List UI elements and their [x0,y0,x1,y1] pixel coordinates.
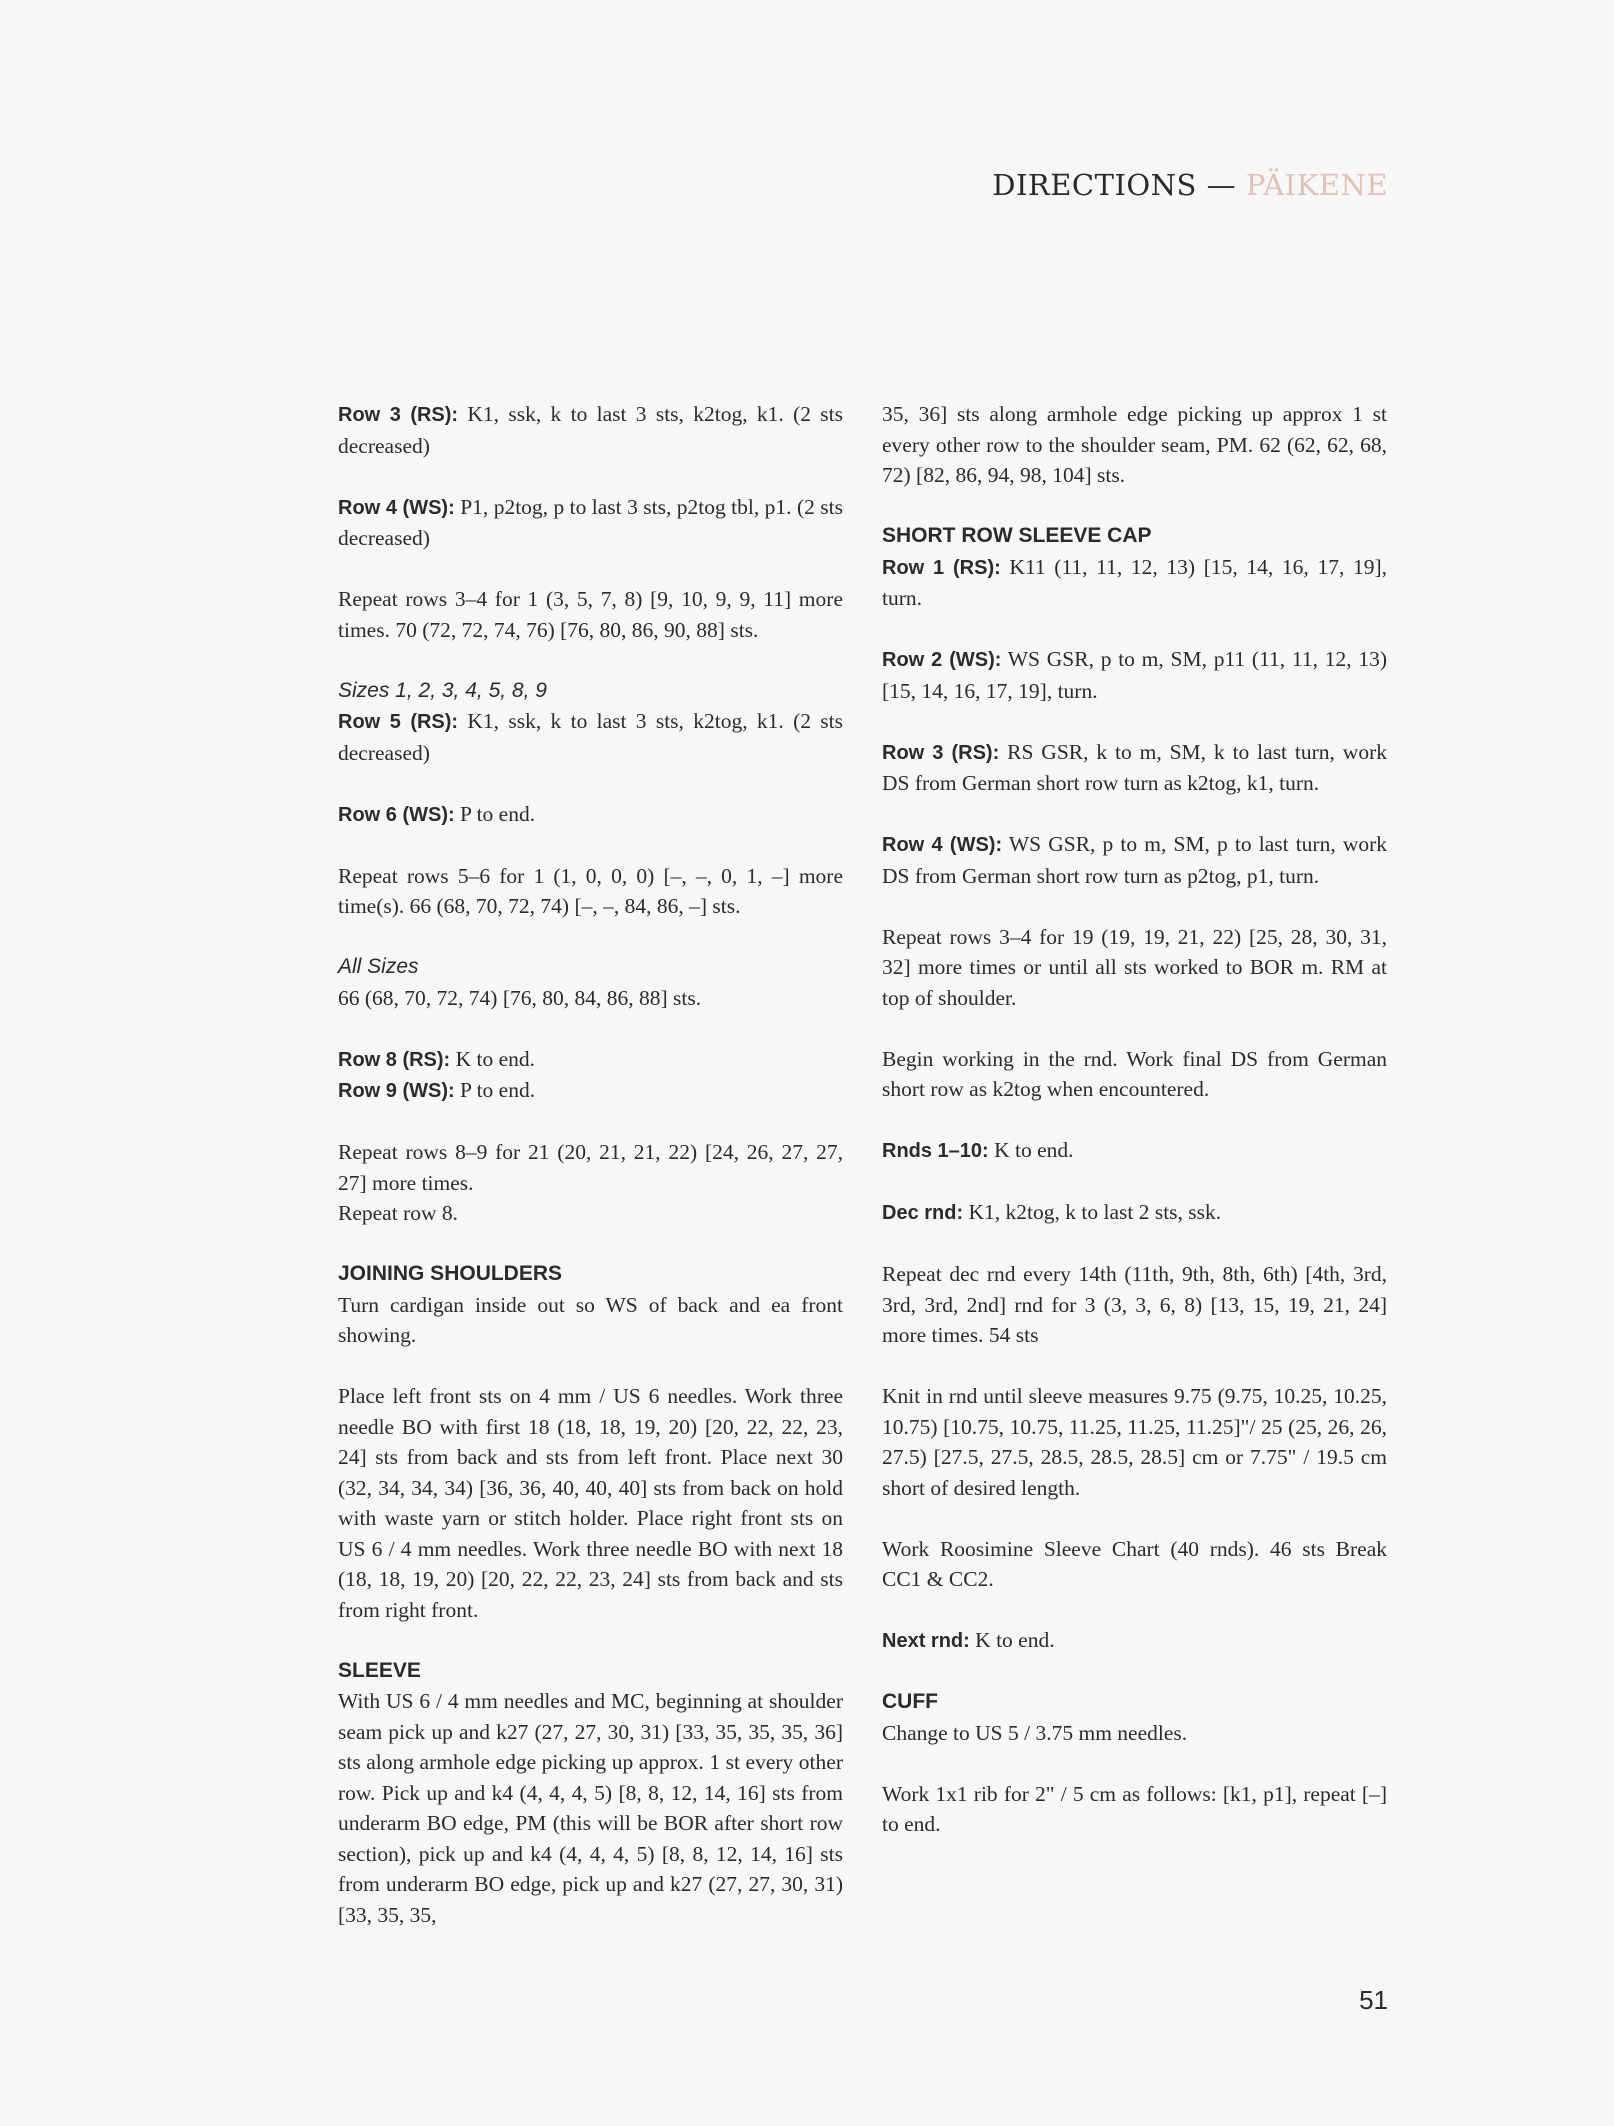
row-text: K to end. [969,1628,1055,1652]
row-text: RS GSR, k to m, SM, k to last turn, work DS from German short row turn as k2tog, k1, turn. [882,739,1387,795]
all-sizes-subheading: All Sizes [338,955,419,978]
knit-until-text: Knit in rnd until sleeve measures 9.75 (9.75, 10.25, 10.25, 10.75) [10.75, 10.75, 11.25, 11.25, 11.25]"/ 25 (25, 26, 26, 27.5) [27.5, 27.5, 28.5, 28.5, 28.5] cm or 7.75" / 19.5 cm short of desired length. [882,1384,1387,1500]
row-label: Row 4 (WS): [338,496,455,519]
row-text: K to end. [450,1046,536,1071]
title-separator: — [1196,168,1246,202]
page-number: 51 [1359,1985,1388,2015]
all-sizes-count: 66 (68, 70, 72, 74) [76, 80, 84, 86, 88] sts. [338,985,702,1010]
row-label: Dec rnd: [882,1202,964,1224]
row4-instruction [338,492,843,554]
dec-repeat-text: Repeat dec rnd every 14th (11th, 9th, 8th, 6th) [4th, 3rd, 3rd, 3rd, 2nd] rnd for 3 (3, 3, 6, 8) [13, 15, 19, 21, 24] more times. 54 sts [882,1262,1387,1347]
row-label: Row 8 (RS): [338,1048,451,1071]
row-text: K to end. [988,1138,1074,1162]
short-row-4 [882,829,1387,891]
row-text: P to end. [454,1078,536,1102]
sizes-subheading: Sizes 1, 2, 3, 4, 5, 8, 9 [338,678,547,702]
row-text: K11 (11, 11, 12, 13) [15, 14, 16, 17, 19], turn. [882,554,1387,610]
left-column [338,399,843,1930]
right-column [882,399,1387,1840]
row-text: K1, k2tog, k to last 2 sts, ssk. [963,1200,1222,1224]
cuff-heading: CUFF [882,1690,938,1713]
joining-shoulders-text: Turn cardigan inside out so WS of back and ea front showing. [338,1292,843,1347]
dec-rnd [882,1197,1387,1229]
row5-instruction [338,706,843,768]
short-row-3 [882,737,1387,799]
row-label: Row 5 (RS): [338,711,459,733]
row9-instruction [338,1075,843,1107]
cuff-needle-text: Change to US 5 / 3.75 mm needles. [882,1720,1188,1745]
joining-shoulders-heading: JOINING SHOULDERS [338,1262,563,1285]
page-header [992,168,1388,202]
rnds-1-10 [882,1135,1387,1167]
sleeve-heading: SLEEVE [338,1658,421,1682]
row-label: Rnds 1–10: [882,1140,989,1162]
row-label: Row 3 (RS): [882,741,1000,764]
row-text: WS GSR, p to m, SM, p11 (11, 11, 12, 13) [15, 14, 16, 17, 19], turn. [882,647,1387,703]
row6-instruction [338,799,843,831]
three-needle-bo-text: Place left front sts on 4 mm / US 6 needles. Work three needle BO with first 18 (18, 18, 19, 20) [20, 22, 22, 23, 24] sts from back and sts from left front. Place next 30 (32, 34, 34, 34) [36, 36, 40, 40, 40] sts from back on hold with waste yarn or stitch holder. Place right front sts on US 6 / 4 mm needles. Work three needle BO with next 18 (18, 18, 19, 20) [20, 22, 22, 23, 24] sts from back and sts from right front. [338,1384,843,1622]
repeat-rows-3-4: Repeat rows 3–4 for 1 (3, 5, 7, 8) [9, 10, 9, 9, 11] more times. 70 (72, 72, 74, 76) [76, 80, 86, 90, 88] sts. [338,587,843,642]
next-rnd [882,1625,1387,1657]
sleeve-pickup-text: With US 6 / 4 mm needles and MC, beginning at shoulder seam pick up and k27 (27, 27, 30, 31) [33, 35, 35, 35, 36] sts along armhole edge picking up approx. 1 st every other row. Pick up and k4 (4, 4, 4, 5) [8, 8, 12, 14, 16] sts from underarm BO edge, PM (this will be BOR after short row section), pick up and k4 (4, 4, 4, 5) [8, 8, 12, 14, 16] sts from underarm BO edge, pick up and k27 (27, 27, 30, 31) [33, 35, 35, [338,1689,843,1927]
row-label: Row 3 (RS): [338,404,459,426]
repeat-rows-8-9: Repeat rows 8–9 for 21 (20, 21, 21, 22) [24, 26, 27, 27, 27] more times. [338,1140,843,1195]
row-label: Row 1 (RS): [882,556,1001,579]
section-title: DIRECTIONS [992,168,1197,202]
row-text: P to end. [454,801,536,826]
row-label: Row 4 (WS): [882,834,1003,856]
begin-rnd-text: Begin working in the rnd. Work final DS from German short row as k2tog when encountered. [882,1046,1387,1101]
short-row-1 [882,552,1387,614]
row-text: K1, ssk, k to last 3 sts, k2tog, k1. (2 sts decreased) [338,709,844,765]
short-row-sleeve-cap-heading: SHORT ROW SLEEVE CAP [882,524,1152,547]
row-label: Row 2 (WS): [882,649,1002,671]
rib-text: Work 1x1 rib for 2" / 5 cm as follows: [k1, p1], repeat [–] to end. [882,1781,1387,1836]
row-label: Row 9 (WS): [338,1080,455,1102]
row-text: K1, ssk, k to last 3 sts, k2tog, k1. (2 sts decreased) [338,402,844,458]
pattern-name: PÄIKENE [1245,168,1388,202]
short-row-2 [882,644,1387,706]
row-label: Row 6 (WS): [338,803,455,826]
row3-instruction [338,399,843,461]
chart-text: Work Roosimine Sleeve Chart (40 rnds). 46 sts Break CC1 & CC2. [882,1536,1387,1591]
repeat-row-8: Repeat row 8. [338,1201,459,1225]
row-text: WS GSR, p to m, SM, p to last turn, work DS from German short row turn as p2tog, p1, turn. [882,832,1388,888]
row-label: Next rnd: [882,1630,970,1652]
short-row-repeat: Repeat rows 3–4 for 19 (19, 19, 21, 22) [25, 28, 30, 31, 32] more times or until all sts worked to BOR m. RM at top of shoulder. [882,924,1387,1010]
row8-instruction [338,1044,843,1076]
row-text: P1, p2tog, p to last 3 sts, p2tog tbl, p1. (2 sts decreased) [338,494,843,550]
repeat-rows-5-6: Repeat rows 5–6 for 1 (1, 0, 0, 0) [–, –, 0, 1, –] more time(s). 66 (68, 70, 72, 74) [–, –, 84, 86, –] sts. [338,863,843,918]
sleeve-pickup-continued: 35, 36] sts along armhole edge picking up approx 1 st every other row to the shoulder seam, PM. 62 (62, 62, 68, 72) [82, 86, 94, 98, 104] sts. [882,402,1387,487]
